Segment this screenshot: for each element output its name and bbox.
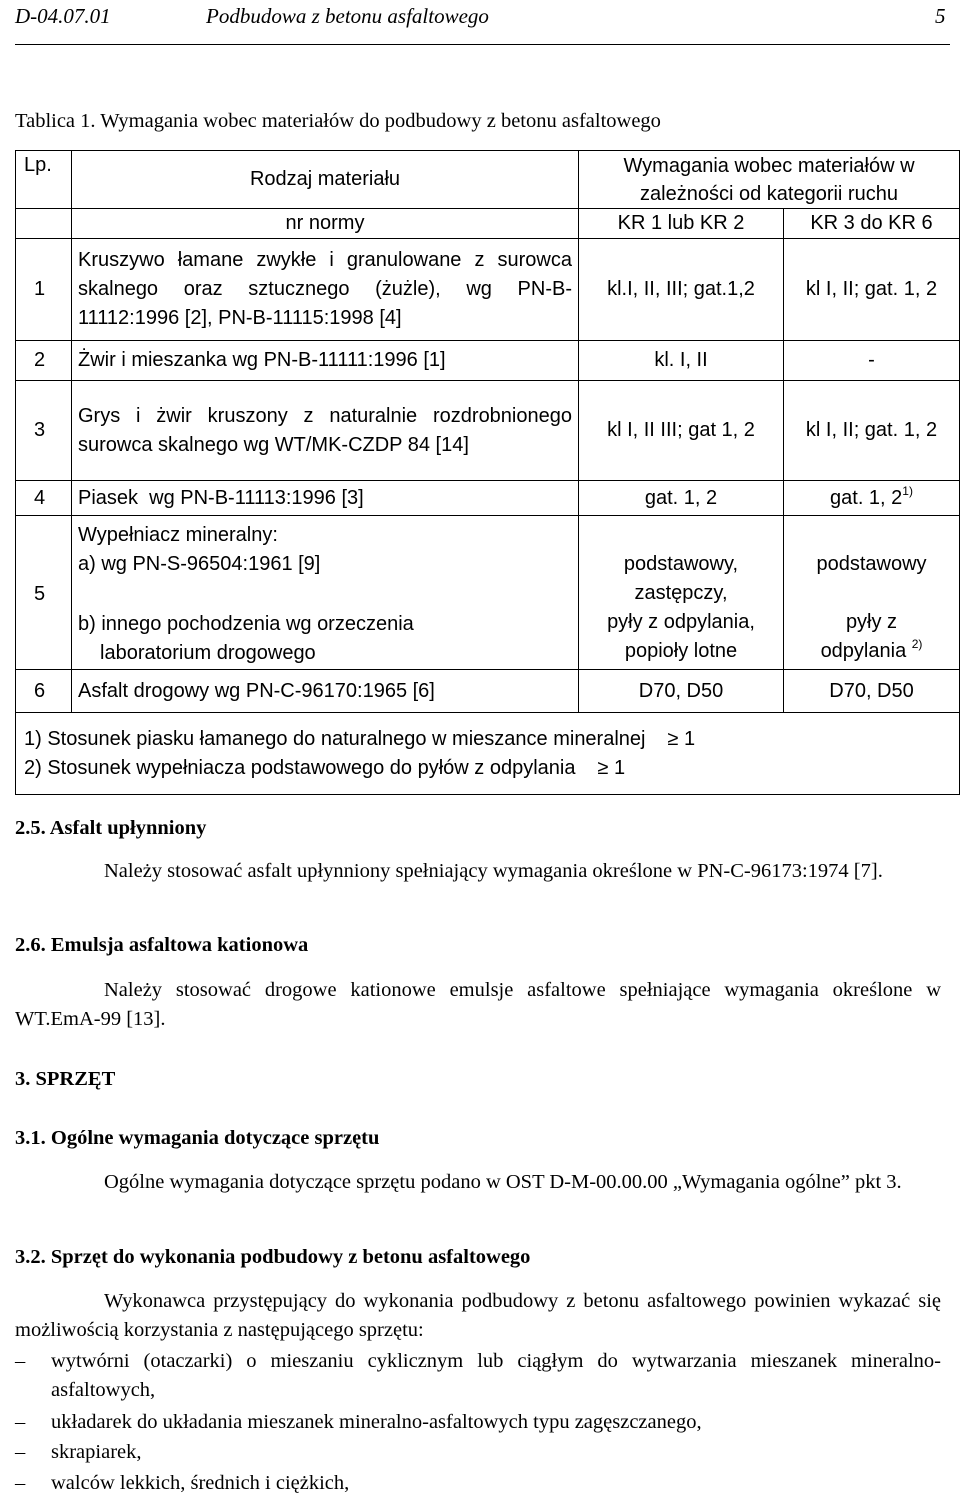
row-material: Kruszywo łamane zwykłe i granulowane z surowca skalnego oraz sztucznego (żużle), wg PN-B-11112:1996 [2], PN-B-11115:1998 [4] bbox=[72, 239, 579, 341]
dash-bullet: – bbox=[15, 1441, 26, 1463]
list-item bbox=[15, 1438, 941, 1467]
document-code: D-04.07.01 bbox=[15, 4, 111, 28]
table-row bbox=[16, 481, 960, 516]
section-3-2-text: Wykonawca przystępujący do wykonania podbudowy z betonu asfaltowego powinien wykazać się możliwością korzystania z następującego sprzętu: bbox=[15, 1290, 941, 1341]
kr36-line: podstawowy bbox=[816, 553, 927, 575]
dash-bullet: – bbox=[15, 1350, 26, 1372]
row-kr36: kl I, II; gat. 1, 2 bbox=[784, 239, 960, 341]
row-kr36: kl I, II; gat. 1, 2 bbox=[784, 381, 960, 481]
row-kr36 bbox=[784, 516, 960, 670]
section-3-2-title: 3.2. Sprzęt do wykonania podbudowy z betonu asfaltowego bbox=[15, 1246, 531, 1268]
row-kr12: D70, D50 bbox=[579, 670, 784, 713]
row-material: Asfalt drogowy wg PN-C-96170:1965 [6] bbox=[72, 670, 579, 713]
kr12-line: podstawowy, bbox=[623, 553, 739, 575]
material-title: Wypełniacz mineralny: bbox=[78, 524, 278, 546]
row-kr36-value: gat. 1, 2 bbox=[830, 486, 903, 509]
page-number: 5 bbox=[935, 4, 946, 28]
row-material: Żwir i mieszanka wg PN-B-11111:1996 [1] bbox=[72, 341, 579, 381]
row-kr12: kl. I, II bbox=[579, 341, 784, 381]
material-option-a: a) wg PN-S-96504:1961 [9] bbox=[78, 553, 321, 575]
document-title: Podbudowa z betonu asfaltowego bbox=[206, 4, 489, 28]
row-kr12: kl I, II III; gat 1, 2 bbox=[579, 381, 784, 481]
kr12-line: zastępczy, bbox=[634, 582, 728, 604]
footnote-ref: 2) bbox=[911, 637, 923, 651]
section-2-5-title: 2.5. Asfalt upłynniony bbox=[15, 817, 207, 839]
row-kr12: kl.I, II, III; gat.1,2 bbox=[579, 239, 784, 341]
row-lp: 6 bbox=[16, 670, 72, 713]
header-kr36: KR 3 do KR 6 bbox=[784, 209, 960, 239]
row-material bbox=[72, 516, 579, 670]
table-row bbox=[16, 381, 960, 481]
header-norm: nr normy bbox=[72, 209, 579, 239]
section-3-title: 3. SPRZĘT bbox=[15, 1068, 116, 1090]
section-3-1-text: Ogólne wymagania dotyczące sprzętu podano w OST D-M-00.00.00 „Wymagania ogólne” pkt 3. bbox=[104, 1171, 902, 1193]
row-kr12: gat. 1, 2 bbox=[579, 481, 784, 516]
list-item bbox=[15, 1347, 941, 1405]
row-lp: 5 bbox=[16, 516, 72, 670]
row-material: Piasek wg PN-B-11113:1996 [3] bbox=[72, 481, 579, 516]
list-item-text: układarek do układania mieszanek mineralno-asfaltowych typu zagęszczanego, bbox=[51, 1411, 702, 1433]
dash-bullet: – bbox=[15, 1472, 26, 1494]
table-row bbox=[16, 516, 960, 670]
row-kr36: D70, D50 bbox=[784, 670, 960, 713]
footnote-2-symbol: ≥ 1 bbox=[597, 756, 626, 779]
row-lp: 3 bbox=[16, 381, 72, 481]
table-header-row bbox=[16, 151, 960, 209]
header-lp-cont bbox=[16, 209, 72, 239]
page-header bbox=[15, 0, 950, 45]
list-item-text: walców lekkich, średnich i ciężkich, bbox=[51, 1472, 350, 1494]
footnote-1-text: 1) Stosunek piasku łamanego do naturalnego w mieszance mineralnej bbox=[24, 727, 646, 750]
header-kr12: KR 1 lub KR 2 bbox=[579, 209, 784, 239]
material-option-b: b) innego pochodzenia wg orzeczenia bbox=[78, 613, 414, 635]
footnote-ref: 1) bbox=[902, 483, 913, 498]
table-subheader-row bbox=[16, 209, 960, 239]
section-2-6-title: 2.6. Emulsja asfaltowa kationowa bbox=[15, 934, 309, 956]
header-material: Rodzaj materiału bbox=[72, 151, 579, 209]
row-material: Grys i żwir kruszony z naturalnie rozdrobnionego surowca skalnego wg WT/MK-CZDP 84 [14] bbox=[72, 381, 579, 481]
footnote-2-text: 2) Stosunek wypełniacza podstawowego do pyłów z odpylania bbox=[24, 756, 576, 779]
kr36-text: odpylania bbox=[820, 640, 907, 662]
footnotes-row bbox=[16, 713, 960, 795]
dash-bullet: – bbox=[15, 1411, 26, 1433]
table-caption: Tablica 1. Wymagania wobec materiałów do podbudowy z betonu asfaltowego bbox=[15, 110, 661, 132]
table-row bbox=[16, 341, 960, 381]
footnote-1 bbox=[24, 725, 953, 754]
list-item-text: skrapiarek, bbox=[51, 1441, 142, 1463]
kr12-line: popioły lotne bbox=[624, 640, 738, 662]
row-lp: 4 bbox=[16, 481, 72, 516]
footnotes bbox=[16, 713, 960, 795]
header-requirements: Wymagania wobec materiałów w zależności od kategorii ruchu bbox=[579, 151, 960, 209]
row-kr12 bbox=[579, 516, 784, 670]
section-2-5-text: Należy stosować asfalt upłynniony spełniający wymagania określone w PN-C-96173:1974 [7]. bbox=[104, 860, 883, 882]
list-item bbox=[15, 1469, 941, 1498]
section-2-6-text: Należy stosować drogowe kationowe emulsje asfaltowe spełniające wymagania określone w WT.EmA-99 [13]. bbox=[15, 979, 941, 1030]
requirements-table bbox=[15, 150, 960, 795]
list-item bbox=[15, 1408, 941, 1437]
section-3-1-title: 3.1. Ogólne wymagania dotyczące sprzętu bbox=[15, 1127, 380, 1149]
row-lp: 1 bbox=[16, 239, 72, 341]
kr36-line bbox=[790, 637, 953, 666]
row-kr36 bbox=[784, 481, 960, 516]
list-item-text: wytwórni (otaczarki) o mieszaniu cyklicznym lub ciągłym do wytwarzania mieszanek mineralno-asfaltowych, bbox=[51, 1350, 941, 1401]
footnote-2 bbox=[24, 754, 953, 783]
header-lp: Lp. bbox=[16, 151, 72, 209]
row-lp: 2 bbox=[16, 341, 72, 381]
footnote-1-symbol: ≥ 1 bbox=[667, 727, 696, 750]
kr36-line: pyły z bbox=[845, 611, 898, 633]
table-row bbox=[16, 239, 960, 341]
row-kr36: - bbox=[784, 341, 960, 381]
material-option-b-cont: laboratorium drogowego bbox=[100, 642, 316, 664]
kr12-line: pyły z odpylania, bbox=[607, 611, 755, 633]
table-row bbox=[16, 670, 960, 713]
